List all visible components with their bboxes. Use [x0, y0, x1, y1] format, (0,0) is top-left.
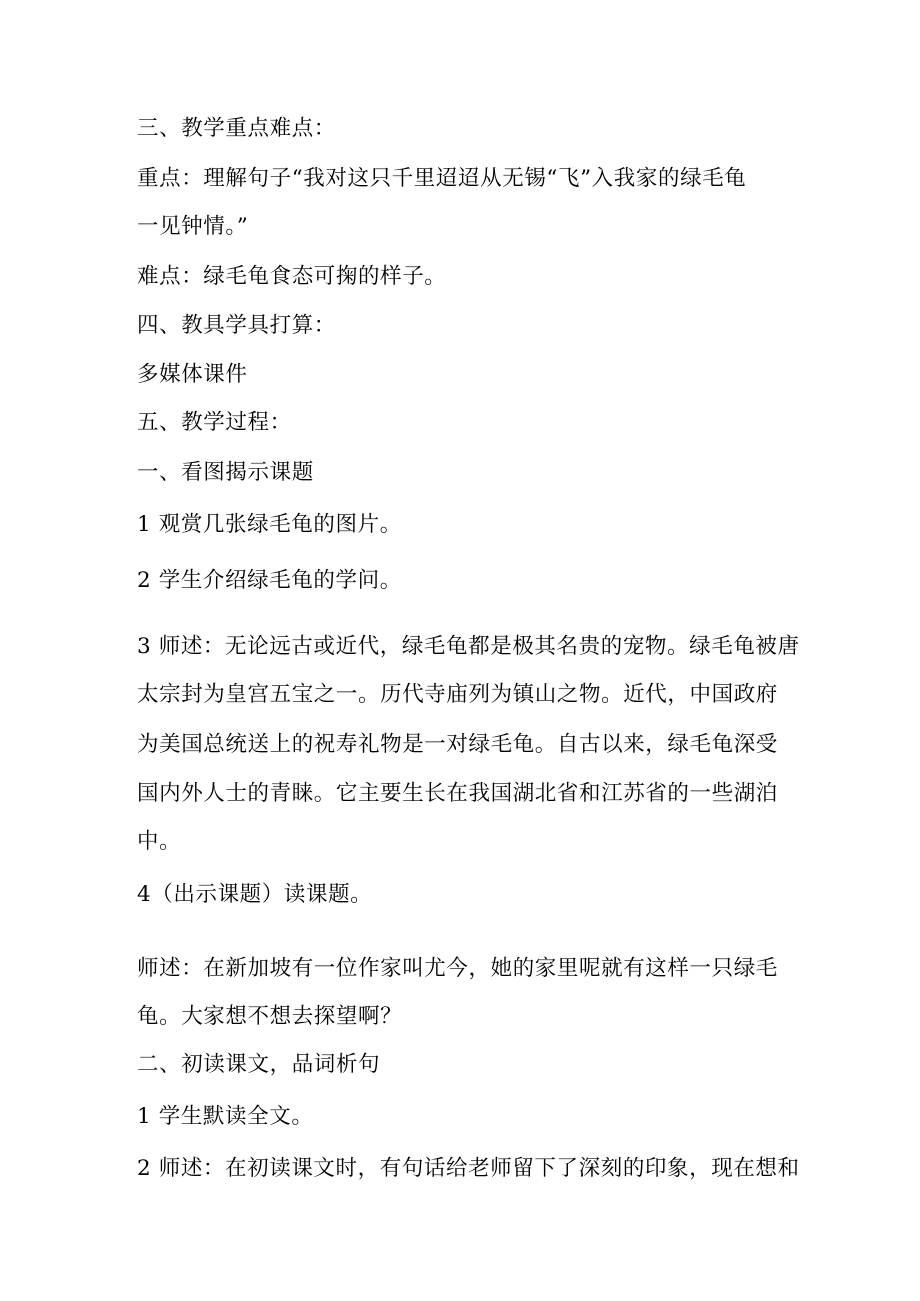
key-point-line-1: 重点：理解句子“我对这只千里迢迢从无锡“飞”入我家的绿毛龟 — [137, 166, 747, 191]
section-heading-teaching-aids: 四、教具学具打算： — [137, 313, 336, 338]
key-point-line-2: 一见钟情。” — [137, 214, 249, 239]
difficult-point-line: 难点：绿毛龟食态可掬的样子。 — [137, 264, 447, 289]
step-1-item-3-line-4: 国内外人士的青睐。它主要生长在我国湖北省和江苏省的一些湖泊 — [137, 781, 778, 806]
teacher-narration-line-1: 师述：在新加坡有一位作家叫尤今，她的家里呢就有这样一只绿毛 — [137, 956, 778, 981]
section-heading-key-points: 三、教学重点难点： — [137, 116, 336, 141]
step-1-item-1: 1 观赏几张绿毛龟的图片。 — [137, 512, 402, 537]
step-1-item-3-line-5: 中。 — [137, 829, 182, 854]
step-1-item-4: 4（出示课题）读课题。 — [137, 882, 373, 907]
step-heading-1: 一、看图揭示课题 — [137, 460, 314, 485]
step-1-item-3-line-1: 3 师述：无论远古或近代，绿毛龟都是极其名贵的宠物。绿毛龟被唐 — [137, 634, 800, 659]
step-heading-2: 二、初读课文，品词析句 — [137, 1052, 381, 1077]
step-1-item-2: 2 学生介绍绿毛龟的学问。 — [137, 568, 402, 593]
teacher-narration-line-2: 龟。大家想不想去探望啊？ — [137, 1004, 403, 1029]
teaching-aids-line: 多媒体课件 — [137, 362, 248, 387]
section-heading-teaching-process: 五、教学过程： — [137, 410, 292, 435]
step-2-item-1: 1 学生默读全文。 — [137, 1104, 314, 1129]
step-1-item-3-line-2: 太宗封为皇宫五宝之一。历代寺庙列为镇山之物。近代，中国政府 — [137, 682, 778, 707]
step-1-item-3-line-3: 为美国总统送上的祝寿礼物是一对绿毛龟。自古以来，绿毛龟深受 — [137, 732, 778, 757]
step-2-item-2: 2 师述：在初读课文时，有句话给老师留下了深刻的印象，现在想和 — [137, 1156, 800, 1181]
